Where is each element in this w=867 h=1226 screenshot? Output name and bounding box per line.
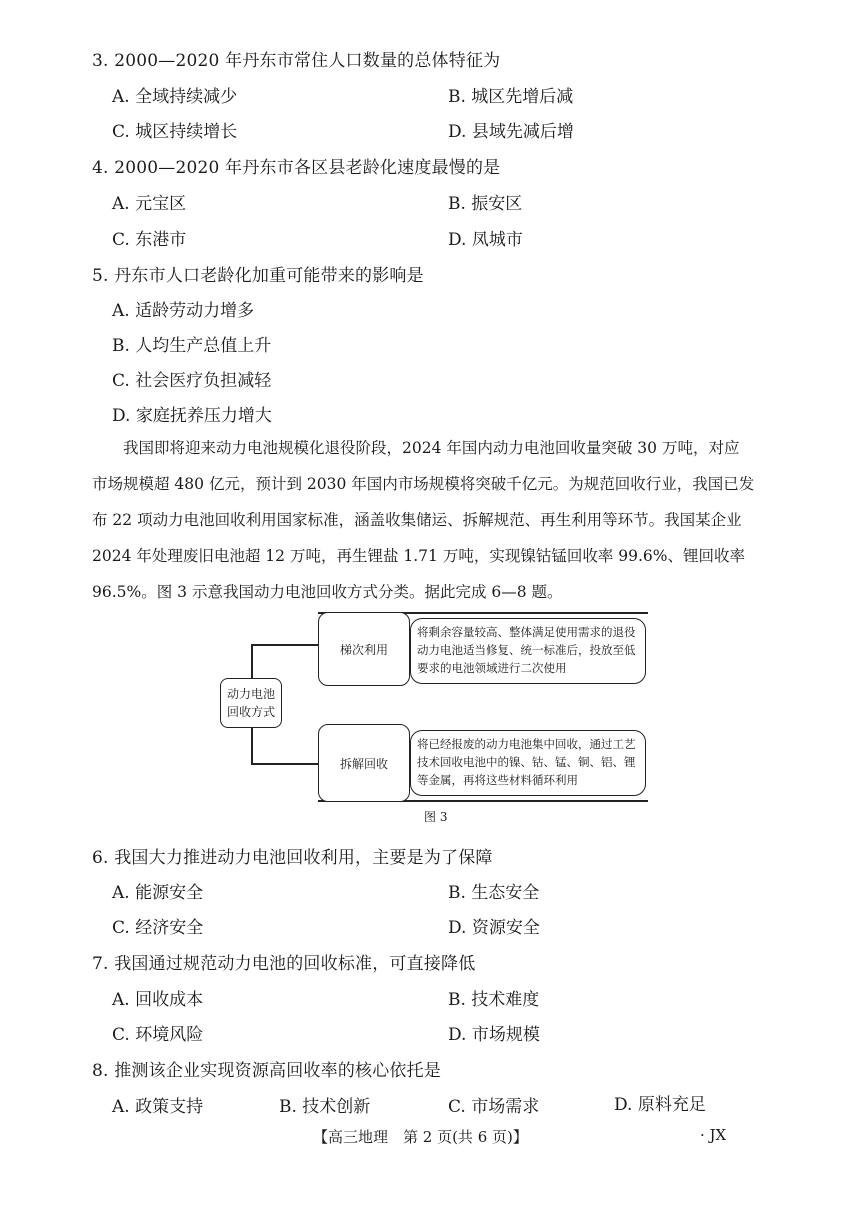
question-7-option-d: D. 市场规模 xyxy=(448,1025,540,1045)
question-3-option-b: B. 城区先增后减 xyxy=(448,87,574,107)
question-4-option-c: C. 东港市 xyxy=(112,230,187,250)
connector-bottom xyxy=(251,763,318,765)
question-3-option-a: A. 全域持续减少 xyxy=(112,87,238,107)
description-cascade-use: 将剩余容量较高、整体满足使用需求的退役动力电池适当修复、统一标准后，投放至低要求的电池领域进行二次使用 xyxy=(417,625,636,675)
figure-caption: 图 3 xyxy=(424,810,448,824)
branch-label-cascade-use: 梯次利用 xyxy=(339,642,388,657)
question-7-stem: 7. 我国通过规范动力电池的回收标准，可直接降低 xyxy=(92,954,476,974)
passage-line-3: 布 22 项动力电池回收利用国家标准，涵盖收集储运、拆解规范、再生利用等环节。我国某企业 xyxy=(92,511,742,529)
question-6-option-b: B. 生态安全 xyxy=(448,883,540,903)
question-4-option-a: A. 元宝区 xyxy=(112,194,187,214)
description-box-dismantle-recycle xyxy=(410,730,646,796)
root-label-line-1: 动力电池 xyxy=(226,687,275,701)
question-5-option-b: B. 人均生产总值上升 xyxy=(112,336,272,356)
branch-box-cascade-use xyxy=(318,612,410,686)
question-4-option-b: B. 振安区 xyxy=(448,194,523,214)
question-5-stem: 5. 丹东市人口老龄化加重可能带来的影响是 xyxy=(92,266,424,286)
question-7-option-a: A. 回收成本 xyxy=(112,990,204,1010)
question-8-option-c: C. 市场需求 xyxy=(448,1097,540,1117)
question-6-stem: 6. 我国大力推进动力电池回收利用，主要是为了保障 xyxy=(92,848,493,868)
branch-label-dismantle-recycle: 拆解回收 xyxy=(339,756,388,771)
description-dismantle-recycle: 将已经报废的动力电池集中回收，通过工艺技术回收电池中的镍、钴、锰、铜、铝、锂等金属，再将这些材料循环利用 xyxy=(417,737,636,787)
passage-line-4: 2024 年处理废旧电池超 12 万吨，再生锂盐 1.71 万吨，实现镍钴锰回收率 99.6%、锂回收率 xyxy=(92,547,745,565)
question-8-option-b: B. 技术创新 xyxy=(279,1097,371,1117)
question-6-option-c: C. 经济安全 xyxy=(112,918,204,938)
passage-line-1: 我国即将迎来动力电池规模化退役阶段，2024 年国内动力电池回收量突破 30 万吨，对应 xyxy=(123,439,740,457)
question-3-option-c: C. 城区持续增长 xyxy=(112,122,238,142)
passage-line-5: 96.5%。图 3 示意我国动力电池回收方式分类。据此完成 6—8 题。 xyxy=(92,583,563,601)
page-footer-label: 【高三地理 第 2 页(共 6 页)】 xyxy=(313,1128,528,1146)
question-3-stem: 3. 2000—2020 年丹东市常住人口数量的总体特征为 xyxy=(92,51,501,71)
question-4-stem: 4. 2000—2020 年丹东市各区县老龄化速度最慢的是 xyxy=(92,158,501,178)
question-3-option-d: D. 县域先减后增 xyxy=(448,122,574,142)
root-label-line-2: 回收方式 xyxy=(226,705,275,719)
question-6-option-a: A. 能源安全 xyxy=(112,883,204,903)
question-7-option-c: C. 环境风险 xyxy=(112,1025,204,1045)
question-8-option-a: A. 政策支持 xyxy=(112,1097,204,1117)
passage-line-2: 市场规模超 480 亿元，预计到 2030 年国内市场规模将突破千亿元。为规范回收行业，我国已发 xyxy=(92,475,755,493)
description-box-cascade-use xyxy=(410,618,646,684)
question-5-option-c: C. 社会医疗负担减轻 xyxy=(112,371,272,391)
question-5-option-d: D. 家庭抚养压力增大 xyxy=(112,406,272,426)
page-footer-code: · JX xyxy=(700,1126,727,1144)
branch-box-dismantle-recycle xyxy=(318,724,410,802)
question-7-option-b: B. 技术难度 xyxy=(448,990,540,1010)
question-8-option-d: D. 原料充足 xyxy=(614,1095,706,1115)
question-8-stem: 8. 推测该企业实现资源高回收率的核心依托是 xyxy=(92,1061,442,1081)
reading-passage xyxy=(92,430,764,610)
figure-3-diagram xyxy=(200,606,660,806)
question-5-option-a: A. 适龄劳动力增多 xyxy=(112,301,255,321)
question-4-option-d: D. 凤城市 xyxy=(448,230,523,250)
question-6-option-d: D. 资源安全 xyxy=(448,918,540,938)
root-box-battery-recycling-methods xyxy=(220,678,282,728)
connector-top xyxy=(251,644,318,646)
